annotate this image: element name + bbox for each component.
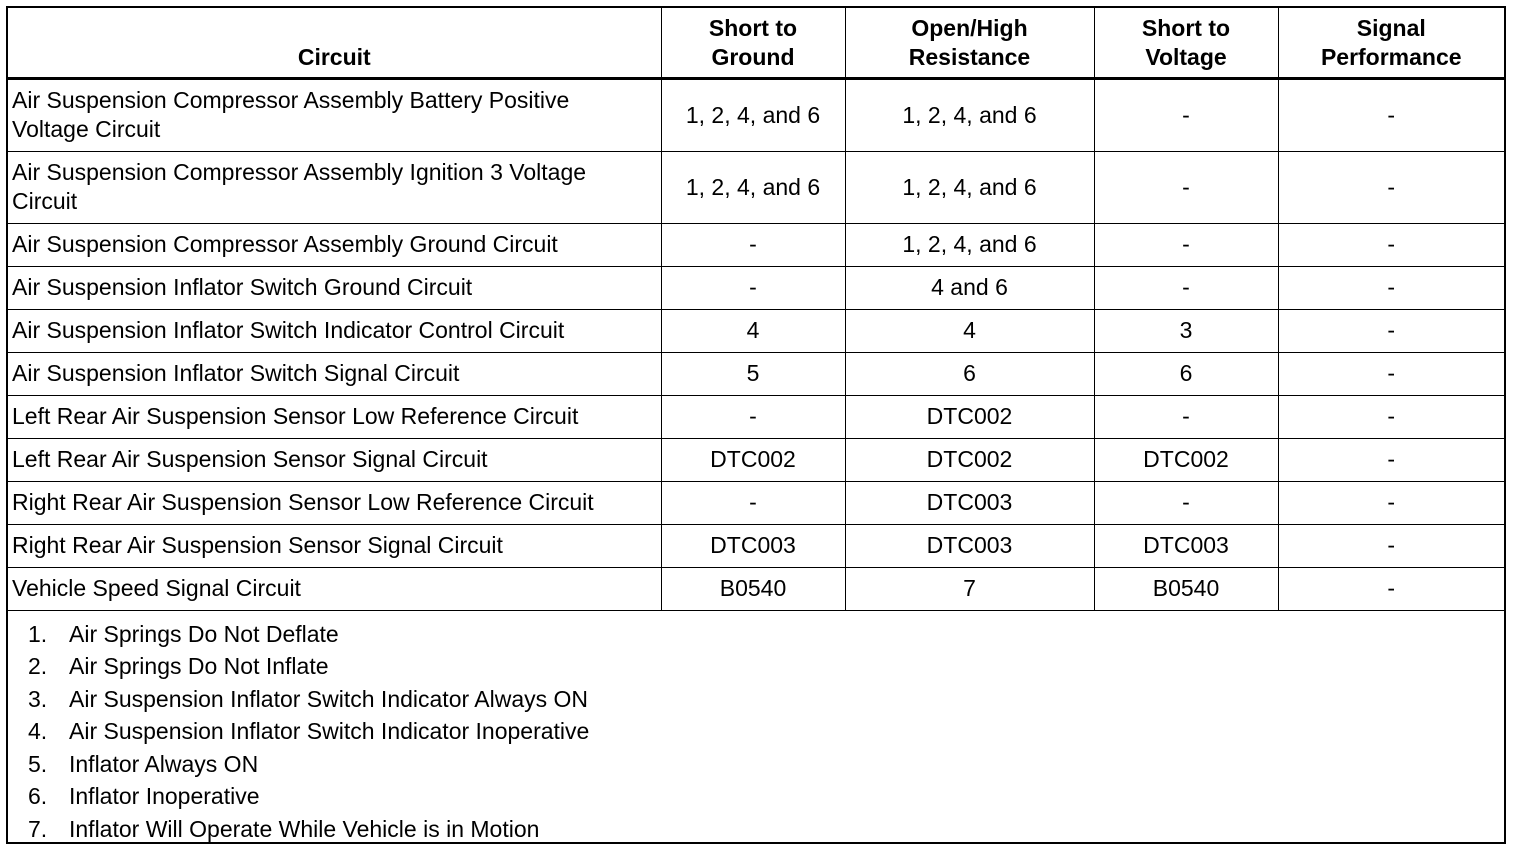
table-row: [8, 438, 1504, 481]
short-to-ground-cell: 1, 2, 4, and 6: [661, 78, 845, 151]
short-to-voltage-cell: -: [1094, 223, 1278, 266]
short-to-voltage-cell: DTC003: [1094, 524, 1278, 567]
list-item: [28, 650, 1504, 683]
header-open-high-resistance: Open/High Resistance: [845, 8, 1094, 78]
circuit-name: Right Rear Air Suspension Sensor Signal Circuit: [8, 524, 661, 567]
short-to-ground-cell: -: [661, 223, 845, 266]
circuit-name: Left Rear Air Suspension Sensor Low Reference Circuit: [8, 395, 661, 438]
open-high-resistance-cell: DTC002: [845, 395, 1094, 438]
short-to-ground-cell: B0540: [661, 567, 845, 610]
signal-performance-cell: -: [1278, 309, 1504, 352]
short-to-ground-cell: -: [661, 481, 845, 524]
open-high-resistance-cell: 4 and 6: [845, 266, 1094, 309]
note-text: Inflator Inoperative: [69, 783, 260, 810]
short-to-ground-cell: -: [661, 395, 845, 438]
note-number: 4.: [28, 718, 48, 745]
open-high-resistance-cell: DTC003: [845, 481, 1094, 524]
note-text: Air Springs Do Not Inflate: [69, 653, 329, 680]
list-item: [28, 618, 1504, 651]
signal-performance-cell: -: [1278, 567, 1504, 610]
list-item: [28, 683, 1504, 716]
open-high-resistance-cell: 4: [845, 309, 1094, 352]
note-text: Air Springs Do Not Deflate: [69, 620, 339, 647]
short-to-voltage-cell: 3: [1094, 309, 1278, 352]
short-to-voltage-cell: DTC002: [1094, 438, 1278, 481]
open-high-resistance-cell: DTC003: [845, 524, 1094, 567]
short-to-voltage-cell: -: [1094, 481, 1278, 524]
signal-performance-cell: -: [1278, 266, 1504, 309]
circuit-name: Air Suspension Inflator Switch Indicator Control Circuit: [8, 309, 661, 352]
signal-performance-cell: -: [1278, 481, 1504, 524]
signal-performance-cell: -: [1278, 151, 1504, 223]
note-text: Air Suspension Inflator Switch Indicator Inoperative: [69, 718, 590, 745]
signal-performance-cell: -: [1278, 395, 1504, 438]
note-number: 2.: [28, 653, 48, 680]
circuit-name: Air Suspension Inflator Switch Ground Circuit: [8, 266, 661, 309]
short-to-voltage-cell: B0540: [1094, 567, 1278, 610]
table-row: [8, 223, 1504, 266]
table-row: [8, 567, 1504, 610]
short-to-ground-cell: 1, 2, 4, and 6: [661, 151, 845, 223]
signal-performance-cell: -: [1278, 524, 1504, 567]
open-high-resistance-cell: 1, 2, 4, and 6: [845, 78, 1094, 151]
circuit-name: Air Suspension Compressor Assembly Ignition 3 Voltage Circuit: [8, 151, 661, 223]
table-row: [8, 78, 1504, 151]
circuit-fault-table: [8, 8, 1504, 611]
short-to-ground-cell: 4: [661, 309, 845, 352]
table-row: [8, 151, 1504, 223]
circuit-name: Air Suspension Inflator Switch Signal Circuit: [8, 352, 661, 395]
signal-performance-cell: -: [1278, 438, 1504, 481]
note-text: Inflator Always ON: [69, 750, 259, 777]
table-row: [8, 395, 1504, 438]
short-to-ground-cell: 5: [661, 352, 845, 395]
table-row: [8, 481, 1504, 524]
note-text: Air Suspension Inflator Switch Indicator Always ON: [69, 685, 589, 712]
note-text: Inflator Will Operate While Vehicle is in Motion: [69, 816, 540, 843]
circuit-name: Air Suspension Compressor Assembly Ground Circuit: [8, 223, 661, 266]
short-to-ground-cell: DTC002: [661, 438, 845, 481]
open-high-resistance-cell: 6: [845, 352, 1094, 395]
open-high-resistance-cell: 7: [845, 567, 1094, 610]
short-to-voltage-cell: -: [1094, 395, 1278, 438]
header-signal-performance: Signal Performance: [1278, 8, 1504, 78]
circuit-name: Vehicle Speed Signal Circuit: [8, 567, 661, 610]
circuit-name: Right Rear Air Suspension Sensor Low Reference Circuit: [8, 481, 661, 524]
table-row: [8, 524, 1504, 567]
signal-performance-cell: -: [1278, 352, 1504, 395]
note-number: 1.: [28, 620, 48, 647]
open-high-resistance-cell: DTC002: [845, 438, 1094, 481]
list-item: [28, 715, 1504, 748]
table-header-row: [8, 8, 1504, 78]
short-to-ground-cell: -: [661, 266, 845, 309]
table-row: [8, 266, 1504, 309]
signal-performance-cell: -: [1278, 223, 1504, 266]
short-to-voltage-cell: -: [1094, 266, 1278, 309]
table-row: [8, 352, 1504, 395]
open-high-resistance-cell: 1, 2, 4, and 6: [845, 223, 1094, 266]
list-item: [28, 780, 1504, 813]
diagnostic-table-frame: [6, 6, 1506, 844]
short-to-voltage-cell: -: [1094, 78, 1278, 151]
circuit-name: Air Suspension Compressor Assembly Battery Positive Voltage Circuit: [8, 78, 661, 151]
symptom-notes-list: [8, 611, 1504, 846]
header-short-to-voltage: Short to Voltage: [1094, 8, 1278, 78]
note-number: 3.: [28, 685, 48, 712]
header-circuit: Circuit: [8, 8, 661, 78]
circuit-name: Left Rear Air Suspension Sensor Signal Circuit: [8, 438, 661, 481]
list-item: [28, 813, 1504, 846]
short-to-voltage-cell: -: [1094, 151, 1278, 223]
open-high-resistance-cell: 1, 2, 4, and 6: [845, 151, 1094, 223]
short-to-ground-cell: DTC003: [661, 524, 845, 567]
table-row: [8, 309, 1504, 352]
list-item: [28, 748, 1504, 781]
note-number: 7.: [28, 816, 48, 843]
signal-performance-cell: -: [1278, 78, 1504, 151]
short-to-voltage-cell: 6: [1094, 352, 1278, 395]
note-number: 6.: [28, 783, 48, 810]
header-short-to-ground: Short to Ground: [661, 8, 845, 78]
note-number: 5.: [28, 750, 48, 777]
